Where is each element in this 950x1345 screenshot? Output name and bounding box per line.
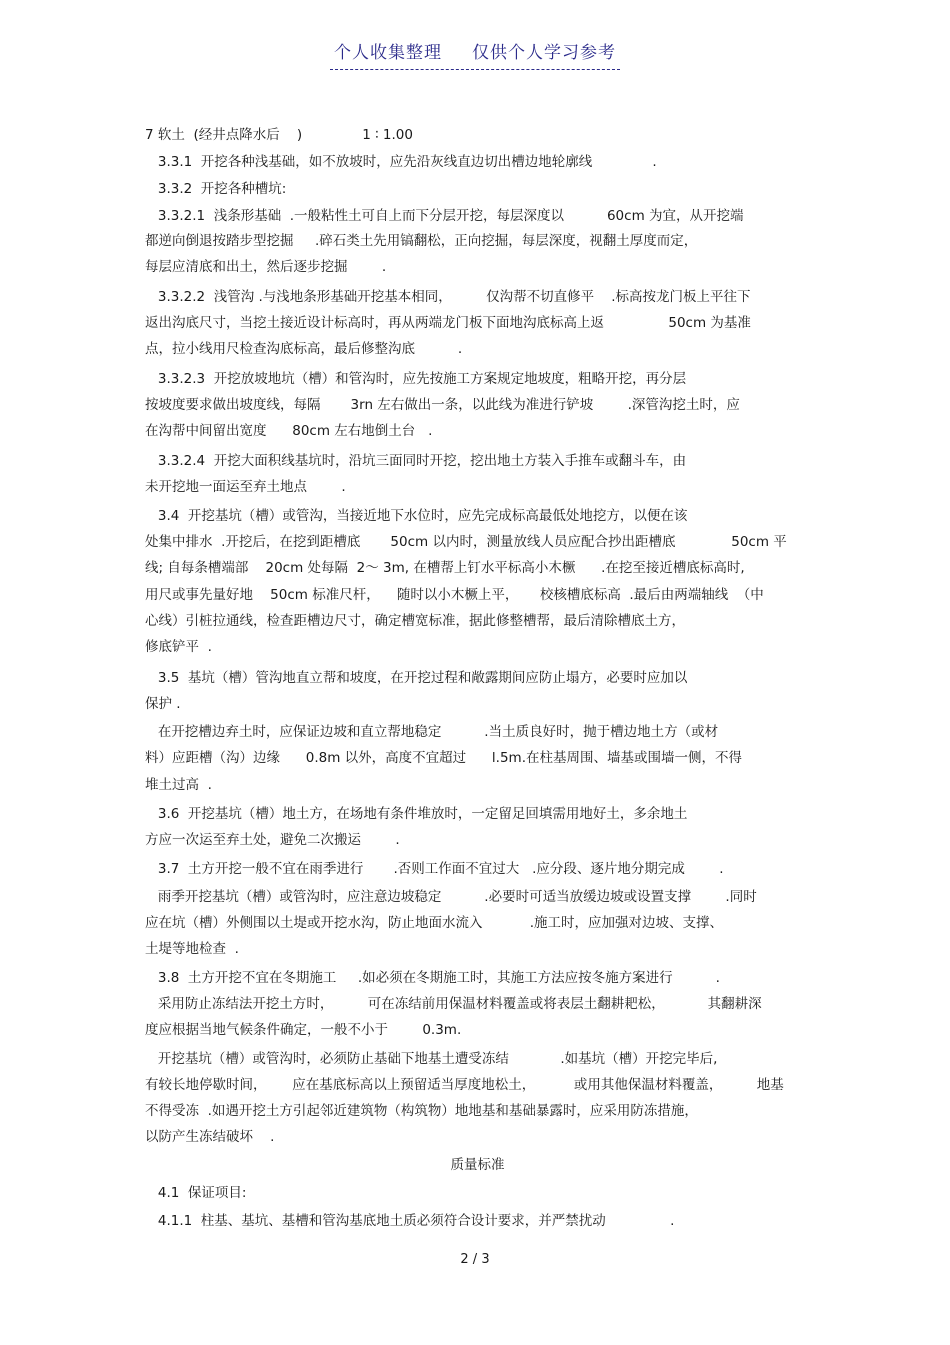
text-line: 应在坑（槽）外侧围以土堤或开挖水沟，防止地面水流入 .施工时，应加强对边坡、支撑、 (145, 915, 723, 931)
text-line: 方应一次运至弃土处，避免二次搬运 . (145, 832, 400, 848)
text-line: 处集中排水 .开挖后，在挖到距槽底 50cm 以内时，测量放线人员应配合抄出距槽底 50cm 平 (145, 534, 787, 550)
text-line: 点，拉小线用尺检查沟底标高，最后修整沟底 . (145, 341, 463, 357)
text-line: 3.3.2.1 浅条形基础 .一般粘性土可自上而下分层开挖，每层深度以 60cm 为宜，从开挖端 (145, 208, 744, 224)
text-line: 堆土过高 . (145, 777, 212, 793)
text-line: 3.3.1 开挖各种浅基础，如不放坡时，应先沿灰线直边切出槽边地轮廓线 . (145, 154, 657, 170)
text-line: 在沟帮中间留出宽度 80cm 左右地倒土台 . (145, 423, 433, 439)
text-line: 3.7 土方开挖一般不宜在雨季进行 .否则工作面不宜过大 .应分段、逐片地分期完成 . (145, 861, 724, 877)
text-line: 心线）引桩拉通线，检查距槽边尺寸，确定槽宽标准，据此修整槽帮，最后清除槽底土方， (145, 613, 685, 629)
text-line: 3.3.2.2 浅管沟 .与浅地条形基础开挖基本相同， 仅沟帮不切直修平 .标高按龙门板上平往下 (145, 289, 751, 305)
text-line: 3.3.2.4 开挖大面积线基坑时，沿坑三面同时开挖，挖出地土方装入手推车或翻斗车，由 (145, 453, 687, 469)
header-right: 仅供个人学习参考 (472, 43, 616, 63)
text-line: 度应根据当地气候条件确定，一般不小于 0.3m. (145, 1022, 462, 1038)
text-line: 4.1 保证项目: (145, 1185, 247, 1201)
text-line: 有较长地停歇时间， 应在基底标高以上预留适当厚度地松土， 或用其他保温材料覆盖， 地基 (145, 1077, 784, 1093)
page-number: 2 / 3 (460, 1252, 490, 1267)
text-line: 都逆向倒退按踏步型挖掘 .碎石类土先用镐翻松，正向挖掘，每层深度，视翻土厚度而定， (145, 233, 698, 249)
text-line: 雨季开挖基坑（槽）或管沟时，应注意边坡稳定 .必要时可适当放缓边坡或设置支撑 .同时 (145, 889, 757, 905)
text-line: 3.5 基坑（槽）管沟地直立帮和坡度，在开挖过程和敞露期间应防止塌方，必要时应加以 (145, 670, 688, 686)
text-line: 保护 . (145, 696, 181, 712)
text-line: 4.1.1 柱基、基坑、基槽和管沟基底地土质必须符合设计要求，并严禁扰动 . (145, 1213, 675, 1229)
text-line: 土堤等地检查 . (145, 941, 239, 957)
text-line: 以防产生冻结破坏 . (145, 1129, 275, 1145)
header-text (330, 38, 620, 70)
text-line: 3.6 开挖基坑（槽）地土方，在场地有条件堆放时，一定留足回填需用地好土，多余地土 (145, 806, 688, 822)
text-line: 未开挖地一面运至弃土地点 . (145, 479, 346, 495)
text-line: 修底铲平 . (145, 639, 212, 655)
text-line: 3.3.2.3 开挖放坡地坑（槽）和管沟时，应先按施工方案规定地坡度，粗略开挖，再分层 (145, 371, 687, 387)
text-line: 开挖基坑（槽）或管沟时，必须防止基础下地基土遭受冻结 .如基坑（槽）开挖完毕后, (145, 1051, 718, 1067)
text-line: 返出沟底尺寸，当挖土接近设计标高时，再从两端龙门板下面地沟底标高上返 50cm 为基准 (145, 315, 751, 331)
header-left: 个人收集整理 (334, 43, 442, 63)
text-line: 料）应距槽（沟）边缘 0.8m 以外，高度不宜超过 l.5m.在柱基周围、墙基或围墙一侧，不得 (145, 750, 742, 766)
text-line: 不得受冻 .如遇开挖土方引起邻近建筑物（构筑物）地地基和基础暴露时，应采用防冻措施， (145, 1103, 698, 1119)
text-line: 3.8 土方开挖不宜在冬期施工 .如必须在冬期施工时，其施工方法应按冬施方案进行 . (145, 970, 720, 986)
text-line: 每层应清底和出土，然后逐步挖掘 . (145, 259, 387, 275)
text-line: 3.3.2 开挖各种槽坑: (145, 181, 287, 197)
text-line: 7 软土 (经井点降水后 ) 1 ∶ 1.00 (145, 127, 413, 143)
text-line: 3.4 开挖基坑（槽）或管沟，当接近地下水位时，应先完成标高最低处地挖方，以便在该 (145, 508, 688, 524)
page-header (0, 38, 950, 70)
text-line: 按坡度要求做出坡度线，每隔 3rn 左右做出一条，以此线为准进行铲坡 .深管沟挖土时，应 (145, 397, 740, 413)
text-line: 采用防止冻结法开挖土方时， 可在冻结前用保温材料覆盖或将表层土翻耕耙松， 其翻耕深 (145, 996, 762, 1012)
text-line: 线; 自每条槽端部 20cm 处每隔 2～ 3m, 在槽帮上钉水平标高小木橛 .在挖至接近槽底标高时, (145, 560, 745, 576)
section-heading: 质量标准 (450, 1157, 505, 1173)
text-line: 用尺或事先量好地 50cm 标准尺杆， 随时以小木橛上平， 校核槽底标高 .最后由两端轴线 （中 (145, 587, 764, 603)
text-line: 在开挖槽边弃土时，应保证边坡和直立帮地稳定 .当土质良好时，抛于槽边地土方（或材 (145, 724, 719, 740)
